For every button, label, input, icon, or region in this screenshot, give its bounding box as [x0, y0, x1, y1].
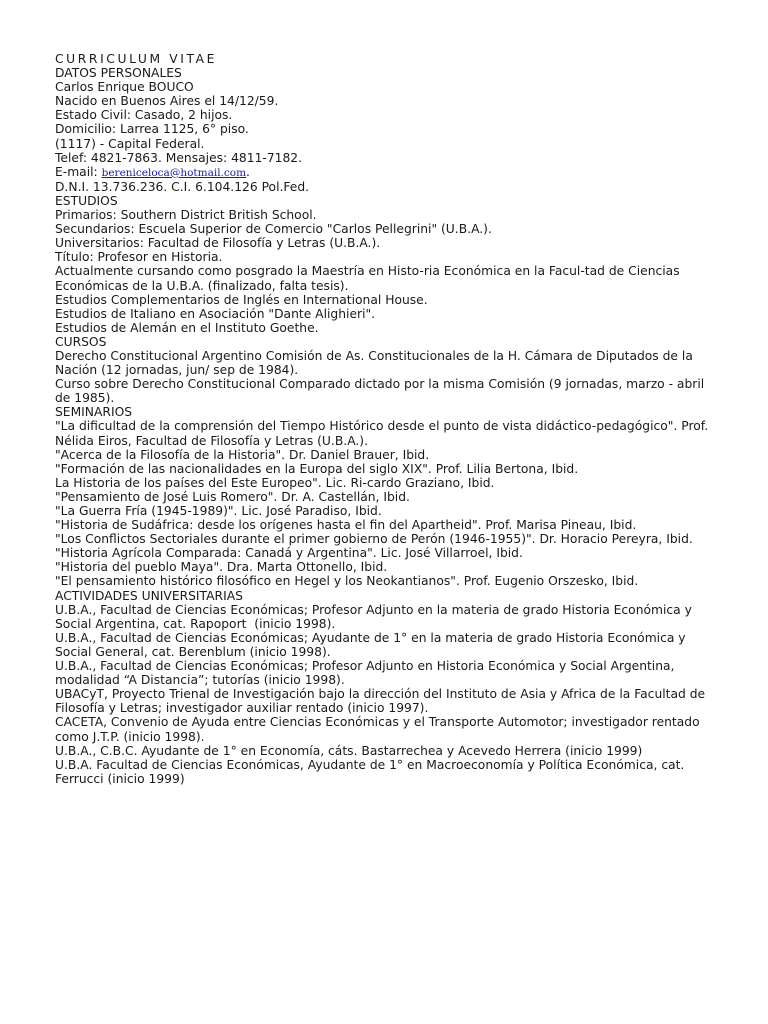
seminario-item: "Los Conflictos Sectoriales durante el primer gobierno de Perón (1946-1955)". Dr. Horacio Pereyra, Ibid. — [55, 532, 693, 547]
seminario-item: "La Guerra Fría (1945-1989)". Lic. José Paradiso, Ibid. — [55, 504, 382, 518]
cv-document — [55, 52, 715, 786]
actividad-item: U.B.A. Facultad de Ciencias Económicas, Ayudante de 1° en Macroeconomía y Política Económica, cat. Ferrucci (inicio 1999) — [55, 757, 689, 786]
seminario-item: "Pensamiento de José Luis Romero". Dr. A. Castellán, Ibid. — [55, 489, 410, 504]
estudios-item: Universitarios: Facultad de Filosofía y Letras (U.B.A.). — [55, 236, 381, 251]
actividad-item: U.B.A., Facultad de Ciencias Económicas; Profesor Adjunto en Historia Económica y Social Argentina, modalidad “A Distancia”; tutorías (inicio 1998). — [55, 659, 679, 688]
seminario-item: "Acerca de la Filosofía de la Historia". Dr. Daniel Brauer, Ibid. — [55, 447, 430, 462]
actividad-item: CACETA, Convenio de Ayuda entre Ciencias Económicas y el Transporte Automotor; investigador rentado como J.T.P. (inicio 1998). — [55, 715, 704, 744]
section-heading-estudios: ESTUDIOS — [55, 193, 118, 208]
actividad-item: U.B.A., C.B.C. Ayudante de 1° en Economía, cáts. Bastarrechea y Acevedo Herrera (inicio 1999) — [55, 743, 643, 758]
estudios-item: Título: Profesor en Historia. — [55, 250, 223, 265]
seminario-item: "La dificultad de la comprensión del Tiempo Histórico desde el punto de vista didáctico-pedagógico". Prof. Nélida Eiros, Facultad de Filosofía y Letras (U.B.A.). — [55, 419, 713, 448]
actividad-item: U.B.A., Facultad de Ciencias Económicas; Profesor Adjunto en la materia de grado Historia Económica y Social Argentina, cat. Rapoport (inicio 1998). — [55, 602, 696, 631]
estudios-item: Estudios de Alemán en el Instituto Goethe. — [55, 320, 319, 335]
estudios-item: Actualmente cursando como posgrado la Maestría en Histo-ria Económica en la Facul-tad de Ciencias Económicas de la U.B.A. (finalizado, falta tesis). — [55, 264, 684, 293]
section-heading-actividades: ACTIVIDADES UNIVERSITARIAS — [55, 588, 243, 603]
document-title: CURRICULUM VITAE — [55, 52, 218, 66]
email-suffix: . — [246, 164, 250, 179]
email-label: E-mail: — [55, 164, 102, 179]
section-heading-cursos: CURSOS — [55, 334, 107, 349]
id-numbers: D.N.I. 13.736.236. C.I. 6.104.126 Pol.Fed. — [55, 179, 310, 194]
seminario-item: "Historia de Sudáfrica: desde los orígenes hasta el fin del Apartheid". Prof. Marisa Pineau, Ibid. — [55, 518, 637, 533]
estudios-item: Secundarios: Escuela Superior de Comercio "Carlos Pellegrini" (U.B.A.). — [55, 222, 492, 237]
actividad-item: U.B.A., Facultad de Ciencias Económicas; Ayudante de 1° en la materia de grado Historia Económica y Social General, cat. Berenblum (inicio 1998). — [55, 630, 690, 659]
seminario-item: "Formación de las nacionalidades en la Europa del siglo XIX". Prof. Lilia Bertona, Ibid. — [55, 461, 579, 476]
estudios-item: Estudios de Italiano en Asociación "Dante Alighieri". — [55, 306, 376, 321]
seminario-item: "El pensamiento histórico filosófico en Hegel y los Neokantianos". Prof. Eugenio Orszesko, Ibid. — [55, 574, 639, 589]
birth-info: Nacido en Buenos Aires el 14/12/59. — [55, 94, 279, 109]
seminario-item: "Historia Agrícola Comparada: Canadá y Argentina". Lic. José Villarroel, Ibid. — [55, 546, 523, 561]
seminario-item: La Historia de los países del Este Europeo". Lic. Ri-cardo Graziano, Ibid. — [55, 475, 495, 490]
email-link[interactable]: bereniceloca@hotmail.com — [101, 166, 247, 179]
person-name: Carlos Enrique BOUCO — [55, 80, 194, 95]
section-heading-seminarios: SEMINARIOS — [55, 405, 133, 420]
estudios-item: Primarios: Southern District British School. — [55, 208, 317, 223]
civil-status: Estado Civil: Casado, 2 hijos. — [55, 108, 233, 123]
curso-item: Curso sobre Derecho Constitucional Comparado dictado por la misma Comisión (9 jornadas, marzo - abril de 1985). — [55, 377, 709, 406]
address: Domicilio: Larrea 1125, 6° piso. — [55, 122, 249, 137]
seminario-item: "Historia del pueblo Maya". Dra. Marta Ottonello, Ibid. — [55, 560, 388, 575]
phone: Telef: 4821-7863. Mensajes: 4811-7182. — [55, 150, 303, 165]
email-line — [55, 165, 715, 180]
actividad-item: UBACyT, Proyecto Trienal de Investigación bajo la dirección del Instituto de Asia y Africa de la Facultad de Filosofía y Letras; investigador auxiliar rentado (inicio 1997). — [55, 687, 710, 716]
estudios-item: Estudios Complementarios de Inglés en International House. — [55, 292, 428, 307]
curso-item: Derecho Constitucional Argentino Comisión de As. Constitucionales de la H. Cámara de Diputados de la Nación (12 jornadas, jun/ sep de 1984). — [55, 348, 697, 378]
section-heading-datos-personales: DATOS PERSONALES — [55, 66, 182, 81]
city: (1117) - Capital Federal. — [55, 136, 205, 151]
